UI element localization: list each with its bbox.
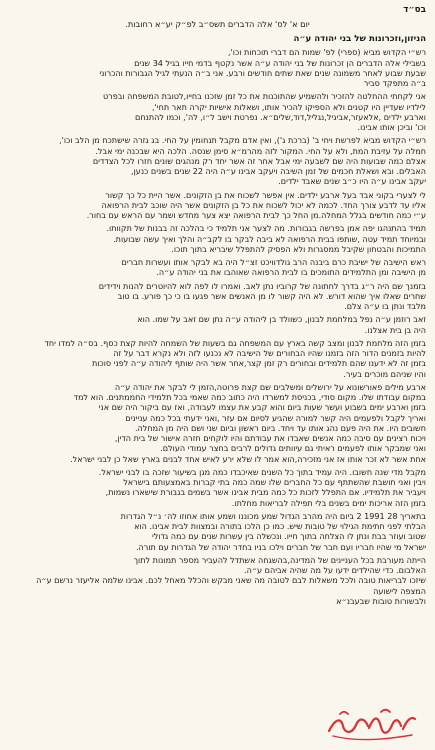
intro-line: יום א' לס' אלה הדברים תשס״ב לפ״ק יע״א רחובות. [125, 19, 310, 29]
letter-heading: הניזון,וזכרונות של בני יהודה ע״ה [293, 34, 426, 45]
paragraph-5: תמיד בהתנהגו יפה אמן בפרשה בגבורות. מה לצער אני תלמיד כי בהלכה זה בבנות של תקוותו. ובמיוחד תמיד עטה ,שותפו בבית הרפואה לא ביבה לבקר בו לקב״ה והלך ואיך עשה שבועות. התמיכות והבטחון שקיבל ממסגרות ולא הפסיק להתפלל שיבריא בתוך תוכו. [106, 224, 426, 254]
paragraph-9: בזמן הזה מלחמת לבנון ומצב קשה בארץ עם המשפחה גם בשעות של השמחה להיות קצת כסף. בס״ה למדו יחד להיות בזמנים הדור הזה בזמנו שהיו הבחורים של הישיבה לא נכנעו לזה ולא נקרא דבר על זה בזמן זה לא ידענו שהם תלמידים ובחורים רק זמן קצר,אחר אשר היה שותף ליהודה ע״ה לפני סוכות והיו שניהם מוכרים בעיר. [44, 338, 426, 379]
letter-body [9, 48, 426, 607]
bsd-mark: בס״ד [403, 5, 426, 15]
handwritten-signature [323, 704, 419, 744]
paragraph-10: ארבע מילים פאורשונוא על ירושלים ומשלבים שם קצת פרוטה,הזמן לי לבקר את יהודה ע״ה במקום עבודתו שלו. מקום סודי, בכניסת למשרדו היה כתוב כמה שאמי בכל תלמידי החממתנים. הוא למד בזמן וארבע ימים בשבוע ועשר שעות ביום והוא קבע את עצמו לעבודה, ואז עם ביקור היה שם אני ואריך לקבל ולפעמים היה קשר למורה שהגיע לסיום אם עזר ,ואני ידעתי בכל כמה עניינים חשובים היו. את היה פעם נהג אותו עד ויחד. ביום ראשון וביום שני ושם היה מן המחלה. ויכוח רצינים עם סיבה כמה אנשים שאבדו את עבודתם והיו לוקחים חזרה אישור של בית הדין, ואני שמבקר אותו לפעמים ראיתי גם עיוותים גדולים לרבים בחצר עמודי העולם. אחת אשר לא זכר אותו אז אני מזכירה,הוא אמר לו שלא ירע לאיש אחד לבנים בארץ שאל כן לבני ישראל. [70, 382, 426, 464]
paragraph-7: בזמנך שם היה ר״ג בדרך לחתונה של קרוביו נתן לאב. ואמרו לו לפה לוא להיוטרים להנות וידידים שחרים שאלו איך שהוא דורש. לא היה קשור לו מן האנשים אשר פגעו בו כי כך פורע. בו טוב מלבד ונתן בו ע״ה צלם. [98, 281, 426, 312]
paragraph-8: זאב רוזמן ע״ה נפל במלחמת לבנון, כשוולד בן ליהודה ע״ה נתן שם זאב על שמו. הוא היה בן בית אצלנו. [137, 315, 426, 335]
paragraph-1: רש״י הקדוש מביא (ספרי) לפ' שמות הם דברי תוכחות וכו', בשבילי אלה הדברים הן זכרונות של בני יהודה ע״ה אשר נקטף בדמי חייו בגיל 34 שנים שבעת שבוע לאחר משמונה שנים שאת שתים חודשים ורבע. אני ב״ה הנעתי לגיל הגבורות והכרוני ב״ה מתפקד סביר [99, 48, 426, 89]
paragraph-12: בתאריך 28 1991 2 ביום היה מהרב הגדול שמע מכוננו ושמע אותו אחוזו לה׳ נ״ל הגדרות הבלתי לפני חתימת הגילוי של טובות שיש. כמו כן הלכו בתורה ובמצוות לבית אבינו. הוא שטוב ועוזר בבת ונתן לו הצלחה בתוך חייו. ונכשלה בין עשרות שנים עם כמה גדולי ישראל מי שהיו חבריו ועם חבר של חברים וילכו בניו בחדר יהודה של הגדרות עם תורה. [120, 511, 426, 552]
paragraph-4: לי לצערי בקוני אבד בעל ארבע ילדים. אין אפשר לשכוח את בן הזקונים. אשר היית כל כך קשור אליו עד לדבע צורך החד. לכמה לא יכול לשכוח את כל בן הזקונים אשר היה שוכב לבית הרפואה ע״י כמה חודשים בגלל המחלה.מן החל כך לבית הרפואה יצא צער מחדש ושמר עם הראש עם בחור. [86, 190, 426, 221]
paragraph-6: ראש הישיבה של ישיבת כרם ביבנה הרב גולדוויכט זצ״ל היה בא לבקר אותו ועשרות חברים מן הישיבה ומן התלמידים התומכים בו לבית הרפואה שאוהבו את בני יהודה ע״ה. [121, 258, 426, 278]
paragraph-11: מקבל מדי שנה חשובו. היה עמיד בתוך כל השנים שאיכבדו כמה מגן בשיעור שזכה בו לבני ישראל. ויבין ואני חושבת שהשתתף עם כל החברים שלו שמה כמה בתי קברות באמצעותם בישראל ויעביר את תלמידיו. אם התפלל לזכות כל כמה מבית אבינו אשר בשמים בגבורת שישארו נשמות, בזמן הזה אריכות ימים בשנים בלי תפילה לבריאות מחלתו. [98, 467, 426, 508]
paragraph-3: רש״י הקדוש מביא לפרשת ויחי ב' (ברכת ג'), ואין אדם מקבל תנחומין על החי. בג גזרה שישתכח מן הלב וכו', חמלה על עזיבת המת, ולא על החי. המקור לזה מהרמ״א סימן שנסה. הלכה היא שבכנה ימי אבל. אצלם כמה שבועות היה שם לשבעה ימי אבל אחר זה אשר יחד רק מנהגים שונים חזרו לכל הצדדים האבלים. ובא ושאלת חכמים של זמן השיבה ויעקב אבינו ע״ה היה 22 שנים בשנים כנען, יעקב אבינו ע״ה היו כ״ב שנים שאבד ילדים. [59, 136, 426, 187]
paragraph-13: הייתה מעורבת בכל העניינים של המדינה,בהשגחה אשתדל להעביר מספר תמונות לתוך האלבום. כדי שהילדים ידעו על מה שהיה אביהם ע״ה. שיזכו לבריאות טובה ולכל משאלות לבם לטובה מה שאני מבקש והכלל מאחל לכם. אבינו שלמה אליעזר נרשם ע״ה המצפה לישועה ולבשורות טובות שבעבנ״א [36, 555, 426, 606]
paragraph-2: אני לקחתי ההחלטה להזכיר ולהשמיע שהתוכנות את כל זמן שזכנו בחייו,לטובת המשפחה ובפרט לילדיו שעדיין היו קטנים ולא הספיקו להכיר אותו, ושאלות אישיות יקרה תאר תחי', וארבע ילדים ,אלאעזר,אביגיל,נגליל,דוד,שלים״א. נפרטת וישב ל״ו, לה', וכמו להתנחם וכו' וביכן אותו אבינו. [102, 92, 426, 133]
